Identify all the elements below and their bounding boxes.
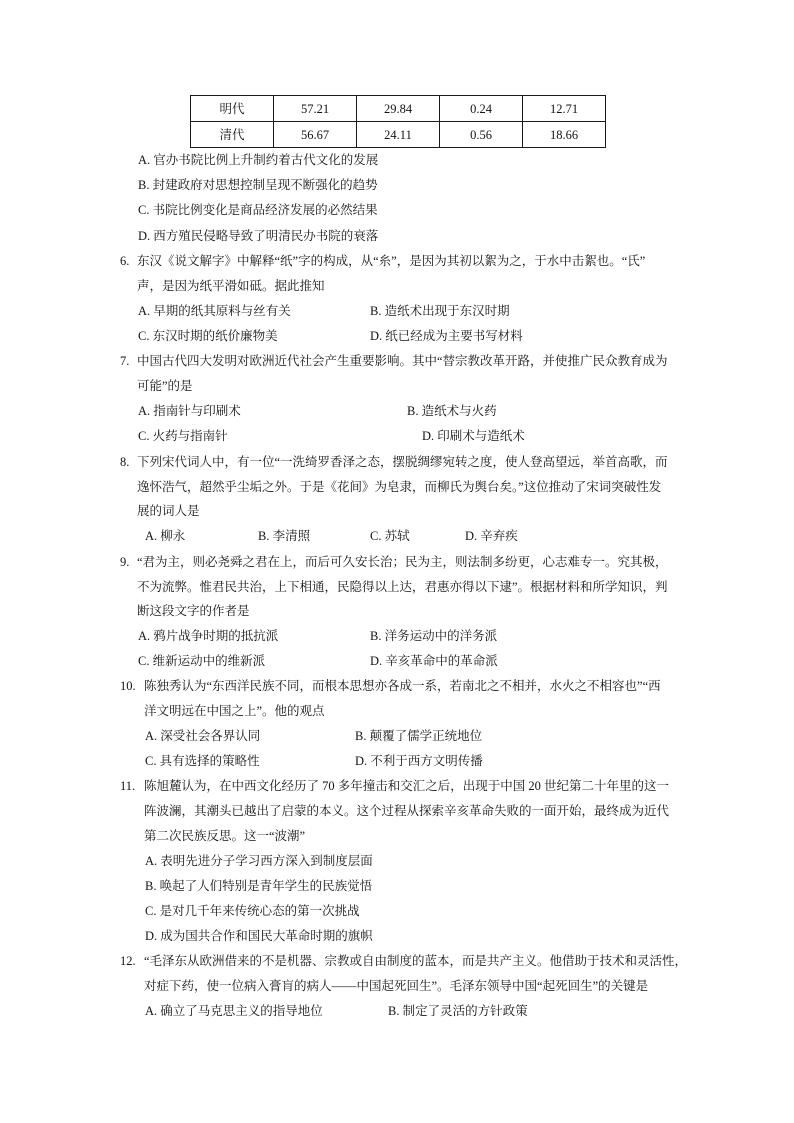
q10-option-c: C. 具有选择的策略性 (145, 754, 260, 768)
q12-option-b: B. 制定了灵活的方针政策 (388, 1004, 528, 1018)
q10-stem-line-2: 洋文明远在中国之上”。他的观点 (144, 704, 325, 718)
q7-option-d: D. 印刷术与造纸术 (422, 429, 525, 443)
q8-stem-text: 下列宋代词人中，有一位“一洗绮罗香泽之态，摆脱绸缪宛转之度，使人登高望远，举首高歌，而 (137, 455, 668, 469)
q11-stem-line-1 (120, 777, 669, 795)
q8-option-a: A. 柳永 (145, 529, 186, 543)
q8-option-d: D. 辛弃疾 (465, 529, 518, 543)
q8-stem-line-2: 逸怀浩气，超然乎尘垢之外。于是《花间》为皂隶，而柳氏为舆台矣。”这位推动了宋词突破性发 (137, 480, 662, 494)
table-cell-value: 24.11 (357, 122, 440, 148)
q7-option-c: C. 火药与指南针 (138, 429, 228, 443)
question-number: 6. (120, 254, 130, 268)
q5-option-a: A. 官办书院比例上升制约着古代文化的发展 (138, 153, 379, 167)
q10-stem-text: 陈独秀认为“东西洋民族不同，而根本思想亦各成一系，若南北之不相并，水火之不相容也”“西 (144, 679, 661, 693)
table-cell-value: 57.21 (274, 96, 357, 122)
q9-stem-text: “君为主，则必尧舜之君在上，而后可久安长治；民为主，则法制多纷更，心志难专一。究其极， (137, 555, 668, 569)
q6-option-b: B. 造纸术出现于东汉时期 (370, 304, 510, 318)
table-cell-value: 18.66 (523, 122, 606, 148)
q6-stem-text: 东汉《说文解字》中解释“纸”字的构成，从“糸”，是因为其初以絮为之，于水中击絮也。“氏” (137, 254, 646, 268)
q9-stem-line-3: 断这段文字的作者是 (137, 604, 250, 618)
q11-stem-line-3: 第二次民族反思。这一“波潮” (144, 829, 306, 843)
q6-option-c: C. 东汉时期的纸价廉物美 (138, 329, 278, 343)
question-number: 7. (120, 354, 130, 368)
q10-option-a: A. 深受社会各界认同 (145, 729, 261, 743)
q12-option-a: A. 确立了马克思主义的指导地位 (145, 1004, 323, 1018)
q10-option-d: D. 不利于西方文明传播 (355, 754, 483, 768)
q9-stem-line-1 (120, 553, 668, 571)
q6-option-d: D. 纸已经成为主要书写材料 (370, 329, 523, 343)
q6-stem-line-2: 声，是因为纸平滑如砥。据此推知 (137, 279, 325, 293)
table-cell-dynasty: 清代 (191, 122, 274, 148)
q9-option-d: D. 辛亥革命中的革命派 (370, 654, 498, 668)
q7-stem-line-1 (120, 352, 668, 370)
question-number: 12. (120, 954, 136, 968)
q8-stem-line-1 (120, 453, 668, 471)
q11-option-d: D. 成为国共合作和国民大革命时期的旗帜 (145, 929, 373, 943)
table-cell-value: 29.84 (357, 96, 440, 122)
table-cell-dynasty: 明代 (191, 96, 274, 122)
q9-option-b: B. 洋务运动中的洋务派 (370, 629, 498, 643)
q10-option-b: B. 颠覆了儒学正统地位 (355, 729, 483, 743)
q5-option-c: C. 书院比例变化是商品经济发展的必然结果 (138, 203, 378, 217)
q9-option-c: C. 维新运动中的维新派 (138, 654, 266, 668)
q8-stem-line-3: 展的词人是 (137, 504, 200, 518)
q12-stem-line-1 (120, 952, 687, 970)
table-cell-value: 0.24 (440, 96, 523, 122)
table-cell-value: 0.56 (440, 122, 523, 148)
table-row (191, 122, 606, 148)
question-number: 11. (120, 779, 136, 793)
question-number: 10. (120, 679, 136, 693)
question-number: 8. (120, 455, 130, 469)
q8-option-b: B. 李清照 (258, 529, 311, 543)
q7-option-b: B. 造纸术与火药 (407, 404, 497, 418)
question-number: 9. (120, 555, 130, 569)
q11-stem-line-2: 阵波澜，其潮头已越出了启蒙的本义。这个过程从探索辛亥革命失败的一面开始，最终成为近代 (144, 804, 670, 818)
q9-option-a: A. 鸦片战争时期的抵抗派 (138, 629, 279, 643)
q7-stem-line-2: 可能”的是 (137, 379, 193, 393)
data-table (190, 95, 606, 148)
table-row (191, 96, 606, 122)
q5-option-b: B. 封建政府对思想控制呈现不断强化的趋势 (138, 178, 378, 192)
q7-option-a: A. 指南针与印刷术 (138, 404, 241, 418)
q11-option-b: B. 唤起了人们特别是青年学生的民族觉悟 (145, 879, 373, 893)
q11-option-a: A. 表明先进分子学习西方深入到制度层面 (145, 854, 373, 868)
q10-stem-line-1 (120, 677, 661, 695)
table-cell-value: 12.71 (523, 96, 606, 122)
q7-stem-text: 中国古代四大发明对欧洲近代社会产生重要影响。其中“替宗教改革开路，并使推广民众教育成为 (137, 354, 668, 368)
q8-option-c: C. 苏轼 (370, 529, 410, 543)
q9-stem-line-2: 不为流弊。惟君民共治，上下相通，民隐得以上达，君惠亦得以下逮”。根据材料和所学知识，判 (137, 580, 668, 594)
q12-stem-text: “毛泽东从欧洲借来的不是机器、宗教或自由制度的蓝本，而是共产主义。他借助于技术和灵活性， (144, 954, 688, 968)
q11-option-c: C. 是对几千年来传统心态的第一次挑战 (145, 904, 360, 918)
q6-stem-line-1 (120, 252, 645, 270)
q11-stem-text: 陈旭麓认为，在中西文化经历了 70 多年撞击和交汇之后，出现于中国 20 世纪第二十年里的这一 (144, 779, 670, 793)
q5-option-d: D. 西方殖民侵略导致了明清民办书院的衰落 (138, 229, 379, 243)
q6-option-a: A. 早期的纸其原料与丝有关 (138, 304, 291, 318)
q12-stem-line-2: 对症下药，使一位病入膏肓的病人——中国起死回生”。毛泽东领导中国“起死回生”的关键是 (144, 979, 649, 993)
table-cell-value: 56.67 (274, 122, 357, 148)
